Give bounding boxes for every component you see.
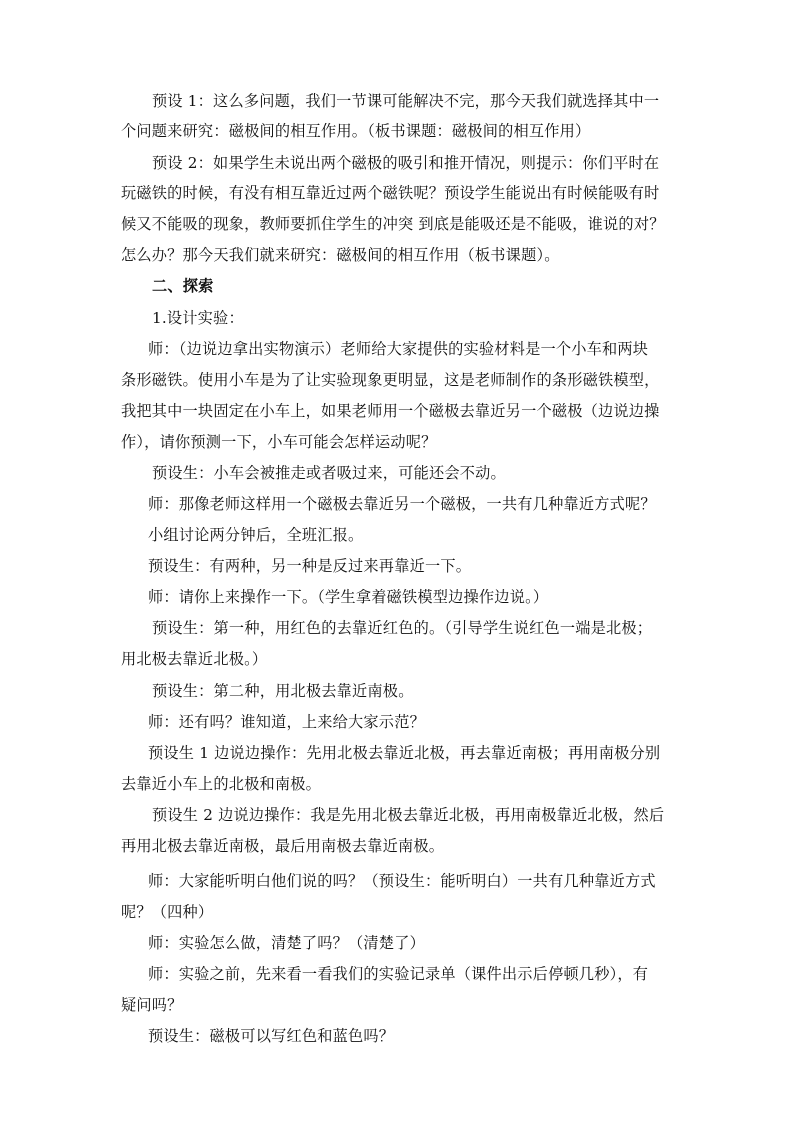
text-line: 去靠近小车上的北极和南极。 [121, 775, 322, 793]
text-line: 预设生：第二种，用北极去靠近南极。 [152, 682, 414, 700]
text-line: 预设生：第一种，用红色的去靠近红色的。（引导学生说红色一端是北极； [152, 619, 653, 637]
text-line: 小组讨论两分钟后，全班汇报。 [148, 526, 364, 544]
text-line: 师：（边说边拿出实物演示）老师给大家提供的实验材料是一个小车和两块 [148, 340, 649, 358]
text-line: 再用北极去靠近南极，最后用南极去靠近南极。 [121, 837, 445, 855]
text-line: 师：请你上来操作一下。（学生拿着磁铁模型边操作边说。） [148, 588, 549, 606]
text-line: 师：大家能听明白他们说的吗？（预设生：能听明白）一共有几种靠近方式 [148, 872, 656, 890]
text-line: 预设生：有两种，另一种是反过来再靠近一下。 [148, 557, 472, 575]
text-line: 条形磁铁。使用小车是为了让实验现象更明显，这是老师制作的条形磁铁模型， [121, 371, 660, 389]
text-line: 疑问吗？ [121, 996, 183, 1014]
text-line: 预设 1：这么多问题，我们一节课可能解决不完，那今天我们就选择其中一 [152, 92, 660, 110]
text-line: 师：那像老师这样用一个磁极去靠近另一个磁极，一共有几种靠近方式呢？ [148, 495, 656, 513]
text-line: 候又不能吸的现象，教师要抓住学生的冲突 到底是能吸还是不能吸，谁说的对？ [121, 215, 665, 233]
text-line: 作），请你预测一下，小车可能会怎样运动呢？ [121, 433, 437, 451]
text-line: 预设生：小车会被推走或者吸过来，可能还会不动。 [152, 464, 506, 482]
text-line: 我把其中一块固定在小车上，如果老师用一个磁极去靠近另一个磁极（边说边操 [121, 402, 660, 420]
text-line: 师：实验之前，先来看一看我们的实验记录单（课件出示后停顿几秒），有 [148, 965, 649, 983]
text-line: 预设 2：如果学生未说出两个磁极的吸引和推开情况，则提示：你们平时在 [152, 154, 660, 172]
text-line: 用北极去靠近北极。） [121, 650, 268, 668]
text-line: 怎么办？那今天我们就来研究：磁极间的相互作用（板书课题）。 [121, 246, 560, 264]
text-line: 师：实验怎么做，清楚了吗？（清楚了） [148, 934, 425, 952]
text-line: 预设生：磁极可以写红色和蓝色吗？ [148, 1027, 395, 1045]
section-heading: 二、探索 [152, 277, 214, 295]
text-line: 个问题来研究：磁极间的相互作用。（板书课题：磁极间的相互作用） [121, 122, 591, 140]
text-line: 师：还有吗？谁知道，上来给大家示范？ [148, 713, 425, 731]
text-line: 呢？（四种） [121, 903, 214, 921]
text-line: 预设生 2 边说边操作：我是先用北极去靠近北极，再用南极靠近北极，然后 [152, 806, 665, 824]
text-line: 预设生 1 边说边操作：先用北极去靠近北极，再去靠近南极；再用南极分别 [148, 744, 661, 762]
text-line: 玩磁铁的时候，有没有相互靠近过两个磁铁呢？预设学生能说出有时候能吸有时 [121, 184, 660, 202]
subsection-heading: 1.设计实验： [152, 309, 244, 327]
